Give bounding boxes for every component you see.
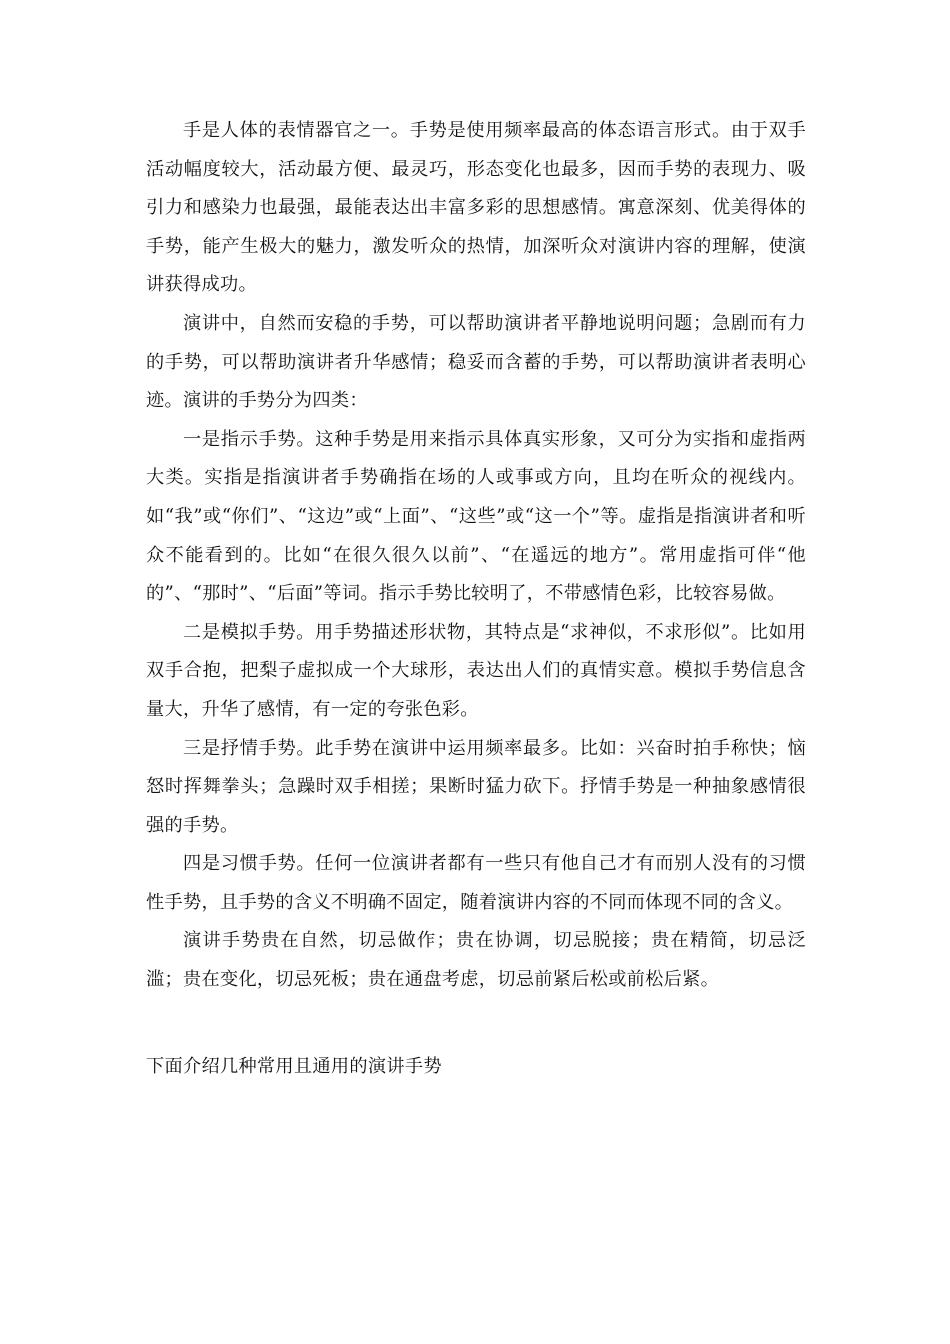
paragraph-principles: 演讲手势贵在自然，切忌做作；贵在协调，切忌脱接；贵在精简，切忌泛滥；贵在变化，切忌死板；贵在通盘考虑，切忌前紧后松或前松后紧。: [146, 930, 806, 991]
paragraph-intro: 手是人体的表情器官之一。手势是使用频率最高的体态语言形式。由于双手活动幅度较大，活动最方便、最灵巧，形态变化也最多，因而手势的表现力、吸引力和感染力也最强，最能表达出丰富多彩的思想感情。寓意深刻、优美得体的手势，能产生极大的魅力，激发听众的热情，加深听众对演讲内容的理解，使演讲获得成功。: [146, 120, 806, 296]
paragraph-emotive-gesture: 三是抒情手势。此手势在演讲中运用频率最多。比如：兴奋时拍手称快；恼怒时挥舞拳头；急躁时双手相搓；果断时猛力砍下。抒情手势是一种抽象感情很强的手势。: [146, 737, 806, 836]
section-heading: 下面介绍几种常用且通用的演讲手势: [146, 1056, 442, 1077]
paragraph-imitative-gesture: 二是模拟手势。用手势描述形状物，其特点是“求神似，不求形似”。比如用双手合抱，把梨子虚拟成一个大球形，表达出人们的真情实意。模拟手势信息含量大，升华了感情，有一定的夸张色彩。: [146, 621, 806, 720]
paragraph-habitual-gesture: 四是习惯手势。任何一位演讲者都有一些只有他自己才有而别人没有的习惯性手势，且手势的含义不明确不固定，随着演讲内容的不同而体现不同的含义。: [146, 853, 806, 913]
document-body: [146, 112, 806, 1000]
paragraph-overview: 演讲中，自然而安稳的手势，可以帮助演讲者平静地说明问题；急剧而有力的手势，可以帮助演讲者升华感情；稳妥而含蓄的手势，可以帮助演讲者表明心迹。演讲的手势分为四类：: [146, 312, 806, 412]
paragraph-indicative-gesture: 一是指示手势。这种手势是用来指示具体真实形象，又可分为实指和虚指两大类。实指是指演讲者手势确指在场的人或事或方向，且均在听众的视线内。如“我”或“你们”、“这边”或“上面”、“这些”或“这一个”等。虚指是指演讲者和听众不能看到的。比如“在很久很久以前”、“在遥远的地方”。常用虚指可伴“他的”、“那时”、“后面”等词。指示手势比较明了，不带感情色彩，比较容易做。: [146, 428, 806, 605]
